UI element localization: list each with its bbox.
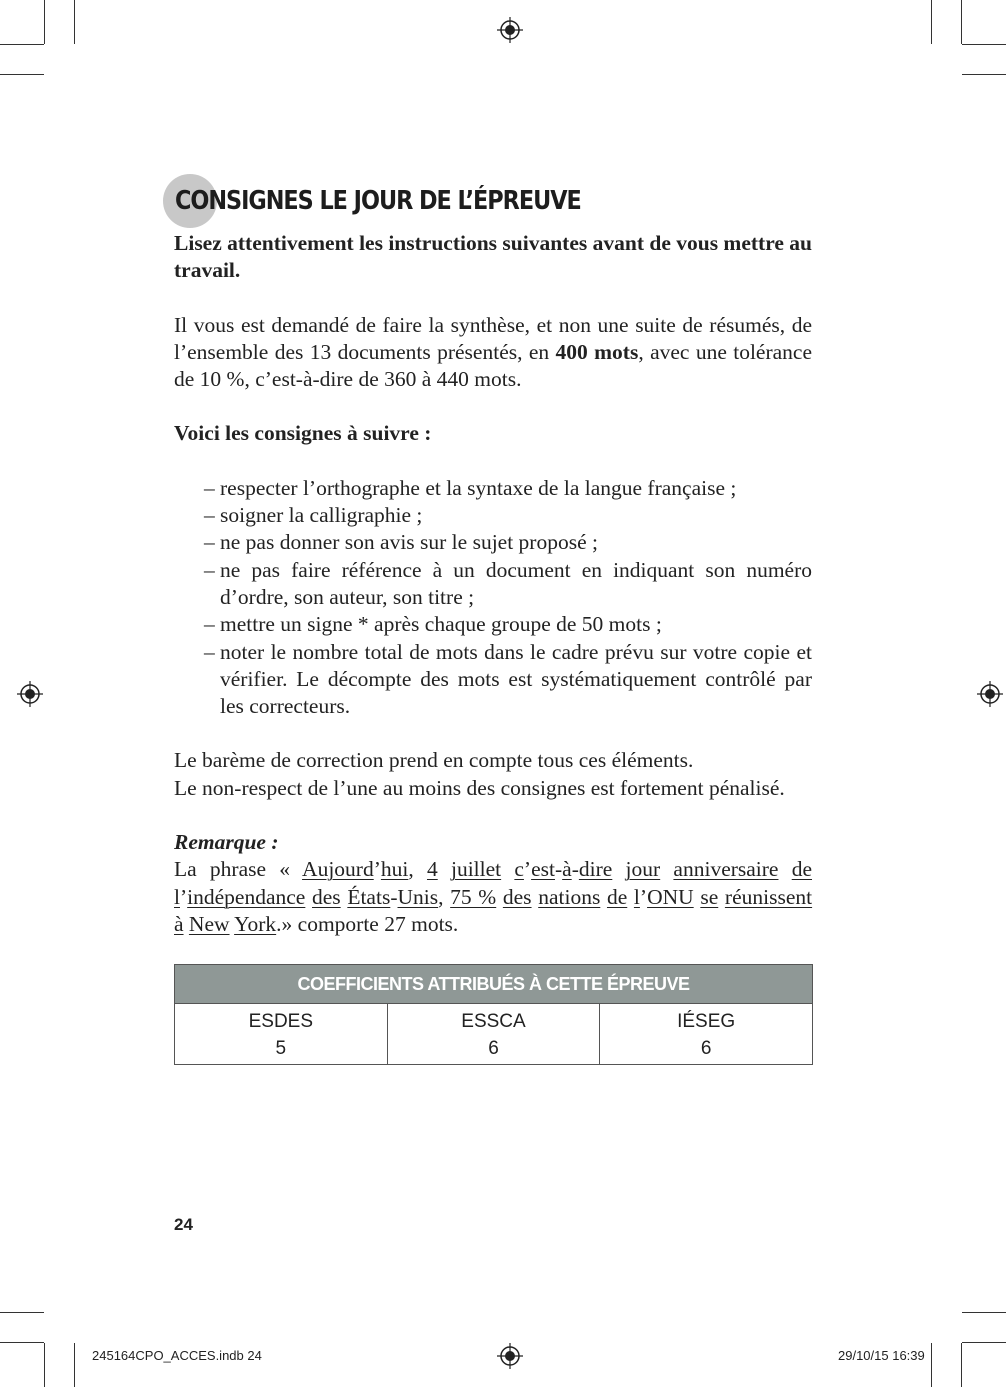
table-header: COEFFICIENTS ATTRIBUÉS À CETTE ÉPREUVE (175, 965, 813, 1004)
remark-title: Remarque : (174, 830, 279, 855)
remark-separator: ’ (373, 857, 381, 882)
crop-mark (962, 1342, 1006, 1343)
rule-text: respecter l’orthographe et la syntaxe de la langue française ; (220, 475, 737, 500)
section-header (163, 174, 823, 230)
slug-date: 29/10/15 16:39 (838, 1348, 925, 1363)
counted-word: à (174, 911, 184, 936)
counted-word: c (514, 857, 524, 882)
rule-item (204, 529, 812, 556)
remark-separator: - (571, 857, 579, 882)
counted-word: des (502, 884, 532, 909)
counted-word: anniversaire (673, 857, 779, 882)
rule-text: ne pas faire référence à un document en indiquant son numéro d’ordre, son auteur, son titre ; (220, 557, 812, 609)
registration-mark-icon (977, 681, 1003, 707)
rule-item (204, 502, 812, 529)
table-cell-school (600, 1004, 813, 1065)
remark-separator (718, 885, 725, 909)
rule-dash: – (204, 530, 215, 555)
counted-word: New (188, 911, 230, 936)
remark-separator: , (438, 884, 451, 909)
counted-word: 4 (426, 857, 438, 882)
rule-text: soigner la calligraphie ; (220, 503, 423, 528)
remark-separator (496, 885, 503, 909)
registration-mark-icon (17, 681, 43, 707)
counted-word: des (312, 884, 341, 909)
crop-mark (931, 1343, 932, 1387)
counted-word: hui (380, 857, 409, 882)
remark-separator: , (408, 857, 427, 882)
crop-mark (74, 0, 75, 44)
school-coefficient: 5 (275, 1038, 287, 1059)
crop-mark (0, 74, 44, 75)
counted-word: de (791, 857, 813, 882)
remark-separator (627, 885, 634, 909)
rules-list (174, 475, 812, 721)
remark-prefix: La phrase « (174, 857, 303, 882)
remark-separator (612, 857, 625, 881)
remark-separator (305, 885, 312, 909)
remark-separator: ’ (523, 857, 532, 882)
rule-item (204, 639, 812, 721)
crop-mark (44, 1343, 45, 1387)
counted-word: ONU (647, 884, 694, 909)
registration-mark-icon (497, 17, 523, 43)
crop-mark (0, 44, 44, 45)
grading-line: Le non-respect de l’une au moins des consignes est fortement pénalisé. (174, 775, 785, 800)
counted-word: 75 % (450, 884, 497, 909)
remark-separator (660, 857, 673, 881)
remark-suffix: .» comporte 27 mots. (276, 911, 459, 936)
crop-mark (962, 74, 1006, 75)
remark-separator: ’ (179, 884, 188, 909)
crop-mark (0, 1312, 44, 1313)
remark-sentence (174, 856, 812, 938)
rules-heading: Voici les consignes à suivre : (174, 421, 432, 446)
remark-separator: - (554, 857, 563, 882)
task-text-after: , avec une tolérance de 10 %, c’est-à-dire de 360 à 440 mots. (174, 339, 813, 392)
crop-mark (931, 0, 932, 44)
counted-word: indépendance (187, 884, 306, 909)
school-name: ESSCA (461, 1011, 526, 1032)
counted-word: York (234, 911, 277, 936)
grading-line: Le barème de correction prend en compte tous ces éléments. (174, 748, 694, 773)
counted-word: l (174, 884, 180, 909)
counted-word: États (347, 884, 391, 909)
rule-text: ne pas donner son avis sur le sujet proposé ; (220, 530, 598, 555)
rule-text: noter le nombre total de mots dans le cadre prévu sur votre copie et vérifier. Le décompte des mots est systématiquement contrôlé par les correcteurs. (220, 639, 812, 719)
remark-separator (501, 857, 514, 881)
crop-mark (962, 1312, 1006, 1313)
counted-word: jour (625, 857, 661, 882)
counted-word: de (606, 884, 628, 909)
crop-mark (74, 1343, 75, 1387)
remark-separator: - (390, 884, 398, 909)
school-name: ESDES (248, 1011, 314, 1032)
rule-dash: – (204, 503, 215, 528)
crop-mark (0, 1342, 44, 1343)
school-coefficient: 6 (700, 1038, 712, 1059)
counted-word: Unis (397, 884, 439, 909)
counted-word: est (531, 857, 555, 882)
counted-word: juillet (450, 857, 502, 882)
counted-word: l (633, 884, 640, 909)
page-number: 24 (174, 1215, 193, 1234)
counted-word: Aujourd (302, 857, 374, 882)
rule-dash: – (204, 557, 215, 582)
rule-text: mettre un signe * après chaque groupe de 50 mots ; (220, 612, 662, 637)
rule-dash: – (204, 639, 215, 664)
rule-item (204, 475, 812, 502)
rule-item (204, 557, 812, 612)
counted-word: à (562, 857, 572, 882)
counted-word: dire (578, 857, 613, 882)
crop-mark (44, 0, 45, 44)
counted-word: réunissent (724, 884, 813, 909)
rule-dash: – (204, 612, 215, 637)
crop-mark (962, 44, 1006, 45)
rule-item (204, 611, 812, 638)
remark-separator (778, 857, 791, 881)
task-text-before: Il vous est demandé de faire la synthèse, et non une suite de résumés, de l’ensemble des 13 documents présentés, en (174, 312, 812, 364)
intro-paragraph: Lisez attentivement les instructions suivantes avant de vous mettre au travail. (174, 231, 812, 283)
school-name: IÉSEG (677, 1011, 736, 1032)
table-cell-school (387, 1004, 600, 1065)
task-paragraph (174, 312, 812, 394)
remark-separator: ’ (639, 884, 648, 909)
remark-separator (600, 885, 607, 909)
rule-dash: – (204, 475, 215, 500)
word-count-emphasis: 400 mots (555, 339, 639, 364)
coefficients-table (174, 964, 813, 1065)
table-cell-school (175, 1004, 388, 1065)
counted-word: se (700, 884, 719, 909)
slug-file: 245164CPO_ACCES.indb 24 (92, 1348, 262, 1363)
school-coefficient: 6 (488, 1038, 499, 1059)
instructions-body (174, 230, 812, 938)
crop-mark (961, 0, 962, 44)
crop-mark (961, 1343, 962, 1387)
registration-mark-icon (497, 1343, 523, 1369)
counted-word: nations (538, 884, 601, 909)
page-title: CONSIGNES LE JOUR DE L’ÉPREUVE (175, 186, 581, 216)
remark-separator (438, 857, 451, 881)
